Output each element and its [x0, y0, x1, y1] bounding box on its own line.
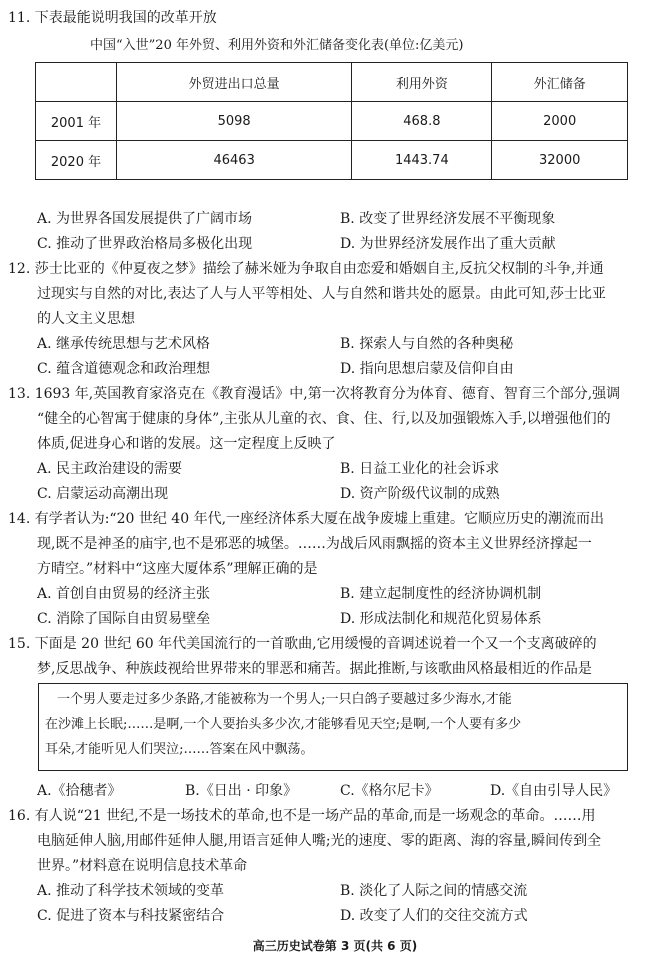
- table-cell: 1443.74: [352, 141, 492, 180]
- q14-stem-line: 方晴空。”材料中“这座大厦体系”理解正确的是: [37, 561, 318, 577]
- q12-option-d: D. 指向思想启蒙及信仰自由: [340, 361, 514, 377]
- q16-option-a: A. 推动了科学技术领域的变革: [37, 883, 225, 899]
- q16-option-c: C. 促进了资本与科技紧密结合: [37, 908, 225, 924]
- table-cell: 2001 年: [36, 102, 117, 141]
- q13-option-d: D. 资产阶级代议制的成熟: [340, 486, 500, 502]
- q12-option-b: B. 探索人与自然的各种奥秘: [340, 336, 514, 352]
- table-header-cell: 外贸进出口总量: [117, 63, 352, 102]
- q16-stem-line: 世界。”材料意在说明信息技术革命: [37, 858, 248, 874]
- q12-stem-line: 过现实与自然的对比,表达了人与人平等相处、人与自然和谐共处的愿景。由此可知,莎士比亚: [37, 286, 606, 302]
- q16-option-b: B. 淡化了人际之间的情感交流: [340, 883, 528, 899]
- q13-option-a: A. 民主政治建设的需要: [37, 461, 183, 477]
- table-cell: 32000: [492, 141, 628, 180]
- q16-stem-line: 电脑延伸人脑,用邮件延伸人腿,用语言延伸人嘴;光的速度、零的距离、海的容量,瞬间传到全: [37, 833, 602, 849]
- q14-stem-line: 14. 有学者认为:“20 世纪 40 年代,一座经济体系大厦在战争废墟上重建。它顺应历史的潮流而出: [8, 511, 605, 527]
- table-header-row: [36, 63, 628, 102]
- q12-stem-line: 的人文主义思想: [37, 311, 135, 327]
- table-cell: 2000: [492, 102, 628, 141]
- q15-option-d: D.《自由引导人民》: [490, 783, 618, 799]
- q13-stem-line: “健全的心智寓于健康的身体”,主张从儿童的衣、食、住、行,以及加强锻炼入手,以增强他们的: [37, 411, 611, 427]
- q11-option-c: C. 推动了世界政治格局多极化出现: [37, 236, 253, 252]
- q11-stem: 11. 下表最能说明我国的改革开放: [8, 10, 217, 26]
- q11-data-table: [35, 62, 628, 180]
- table-header-cell: 外汇储备: [492, 63, 628, 102]
- table-cell: 46463: [117, 141, 352, 180]
- table-cell: 5098: [117, 102, 352, 141]
- q14-option-c: C. 消除了国际自由贸易壁垒: [37, 611, 211, 627]
- q16-option-d: D. 改变了人们的交往交流方式: [340, 908, 528, 924]
- table-row: [36, 141, 628, 180]
- q14-option-a: A. 首创自由贸易的经济主张: [37, 586, 211, 602]
- q11-table-caption: 中国“入世”20 年外贸、利用外资和外汇储备变化表(单位:亿美元): [90, 38, 464, 53]
- q15-stem-line: 15. 下面是 20 世纪 60 年代美国流行的一首歌曲,它用缓慢的音调述说着一个又一个支离破碎的: [8, 636, 597, 652]
- q15-option-c: C.《格尔尼卡》: [340, 783, 439, 799]
- q15-lyrics-box: [38, 683, 628, 771]
- q11-option-b: B. 改变了世界经济发展不平衡现象: [340, 211, 556, 227]
- q13-option-b: B. 日益工业化的社会诉求: [340, 461, 500, 477]
- page-footer: 高三历史试卷第 3 页(共 6 页): [252, 939, 418, 953]
- q12-stem-line: 12. 莎士比亚的《仲夏夜之梦》描绘了赫米娅为争取自由恋爱和婚姻自主,反抗父权制的斗争,并通: [8, 261, 604, 277]
- table-row: [36, 102, 628, 141]
- q13-option-c: C. 启蒙运动高潮出现: [37, 486, 169, 502]
- table-cell: 468.8: [352, 102, 492, 141]
- q13-stem-line: 13. 1693 年,英国教育家洛克在《教育漫话》中,第一次将教育分为体育、德育、智育三个部分,强调: [8, 386, 621, 402]
- q12-option-c: C. 蕴含道德观念和政治理想: [37, 361, 211, 377]
- lyrics-line: 一个男人要走过多少条路,才能被称为一个男人;一只白鸽子要越过多少海水,才能: [57, 692, 512, 707]
- q15-stem-line: 梦,反思战争、种族歧视给世界带来的罪恶和痛苦。据此推断,与该歌曲风格最相近的作品是: [37, 661, 592, 677]
- q13-stem-line: 体质,促进身心和谐的发展。这一定程度上反映了: [37, 436, 336, 452]
- q11-option-a: A. 为世界各国发展提供了广阔市场: [37, 211, 253, 227]
- q11-option-d: D. 为世界经济发展作出了重大贡献: [340, 236, 556, 252]
- table-corner-cell: [36, 63, 117, 102]
- q12-option-a: A. 继承传统思想与艺术风格: [37, 336, 211, 352]
- q14-option-b: B. 建立起制度性的经济协调机制: [340, 586, 542, 602]
- table-header-cell: 利用外资: [352, 63, 492, 102]
- q14-stem-line: 现,既不是神圣的庙宇,也不是邪恶的城堡。……为战后风雨飘摇的资本主义世界经济撑起一: [37, 536, 592, 552]
- lyrics-line: 耳朵,才能听见人们哭泣;……答案在风中飘荡。: [45, 742, 314, 757]
- q14-option-d: D. 形成法制化和规范化贸易体系: [340, 611, 542, 627]
- q15-option-b: B.《日出 · 印象》: [185, 783, 298, 799]
- q16-stem-line: 16. 有人说“21 世纪,不是一场技术的革命,也不是一场产品的革命,而是一场观念的革命。……用: [8, 808, 596, 824]
- table-cell: 2020 年: [36, 141, 117, 180]
- lyrics-line: 在沙滩上长眠;……是啊,一个人要抬头多少次,才能够看见天空;是啊,一个人要有多少: [45, 717, 522, 732]
- q15-option-a: A.《拾穗者》: [37, 783, 122, 799]
